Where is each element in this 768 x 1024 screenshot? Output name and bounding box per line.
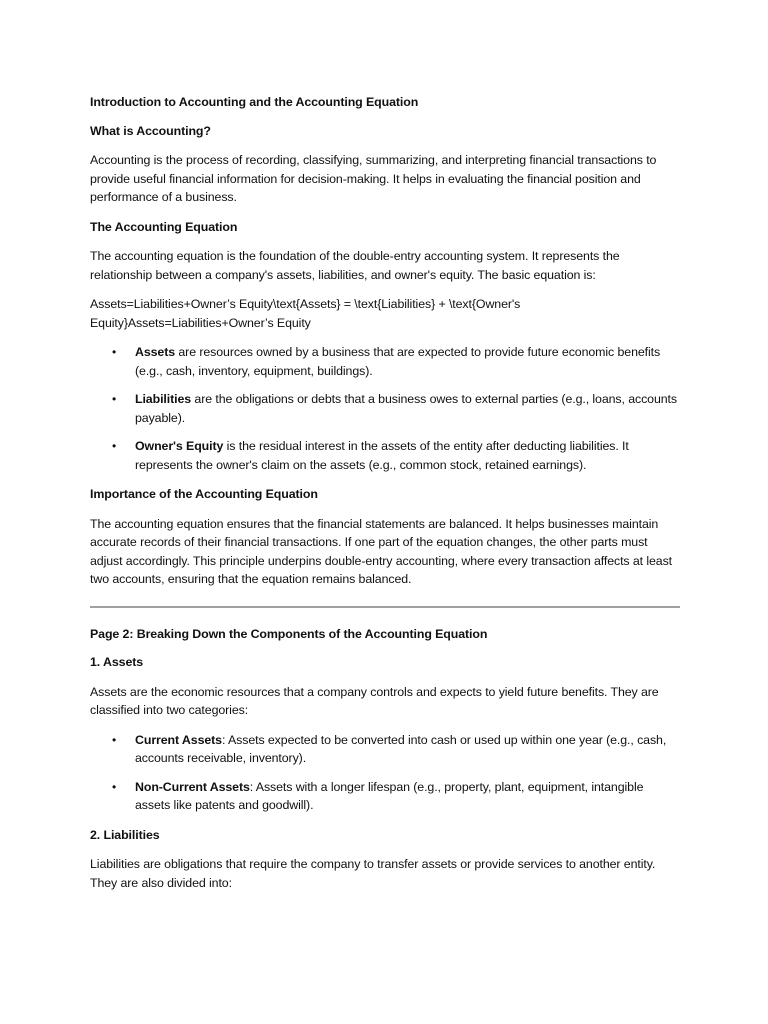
section-heading-what-is-accounting: What is Accounting? [90, 123, 211, 138]
list-item-owners-equity [90, 437, 680, 474]
list-item-liabilities [90, 390, 680, 427]
list-item-assets [90, 343, 680, 380]
term-owners-equity: Owner's Equity [135, 439, 224, 453]
asset-categories-list [90, 731, 680, 815]
bullet-icon: • [112, 392, 117, 406]
bullet-icon: • [112, 439, 117, 453]
equation-components-list [90, 343, 680, 474]
paragraph-accounting-equation: The accounting equation is the foundation of the double-entry accounting system. It represents the relationship between a company's assets, liabilities, and owner's equity. The basic equation is: [90, 249, 620, 282]
section-heading-importance: Importance of the Accounting Equation [90, 487, 318, 501]
document-content [90, 93, 680, 903]
definition-non-current-assets: : Assets with a longer lifespan (e.g., property, plant, equipment, intangible assets like patents and goodwill). [135, 779, 644, 812]
definition-current-assets: : Assets expected to be converted into cash or used up within one year (e.g., cash, accounts receivable, inventory). [135, 732, 667, 765]
section-heading-accounting-equation: The Accounting Equation [90, 219, 238, 234]
paragraph-importance: The accounting equation ensures that the financial statements are balanced. It helps businesses maintain accurate records of their financial transactions. If one part of the equation changes, the other parts must adjust accordingly. This principle underpins double-entry accounting, where every transaction affects at least two accounts, ensuring that the equation remains balanced. [90, 516, 673, 586]
equation-text: Assets=Liabilities+Owner’s Equity\text{Assets} = \text{Liabilities} + \text{Owner's Equity}Assets=Liabilities+Owner’s Equity [90, 297, 521, 330]
page2-title: Page 2: Breaking Down the Components of the Accounting Equation [90, 626, 488, 641]
paragraph-liabilities: Liabilities are obligations that require the company to transfer assets or provide services to another entity. They are also divided into: [90, 857, 656, 890]
term-current-assets: Current Assets [135, 732, 222, 747]
bullet-icon: • [112, 732, 117, 747]
bullet-icon: • [112, 779, 117, 794]
list-item-non-current-assets [90, 778, 680, 815]
definition-assets: are resources owned by a business that are expected to provide future economic benefits (e.g., cash, inventory, equipment, buildings). [135, 345, 661, 378]
term-assets: Assets [135, 345, 176, 359]
definition-liabilities: are the obligations or debts that a business owes to external parties (e.g., loans, accounts payable). [135, 392, 677, 425]
term-non-current-assets: Non-Current Assets [135, 779, 250, 794]
document-title: Introduction to Accounting and the Accounting Equation [90, 95, 419, 109]
paragraph-what-is-accounting: Accounting is the process of recording, classifying, summarizing, and interpreting financial transactions to provide useful financial information for decision-making. It helps in evaluating the financial position and performance of a business. [90, 153, 657, 204]
section-heading-assets: 1. Assets [90, 655, 144, 669]
list-item-current-assets [90, 731, 680, 768]
term-liabilities: Liabilities [135, 392, 192, 406]
page-divider [90, 606, 680, 608]
section-heading-liabilities: 2. Liabilities [90, 827, 160, 842]
definition-owners-equity: is the residual interest in the assets of the entity after deducting liabilities. It represents the owner's claim on the assets (e.g., common stock, retained earnings). [135, 439, 629, 472]
paragraph-assets: Assets are the economic resources that a company controls and expects to yield future benefits. They are classified into two categories: [90, 684, 659, 717]
bullet-icon: • [112, 345, 117, 359]
